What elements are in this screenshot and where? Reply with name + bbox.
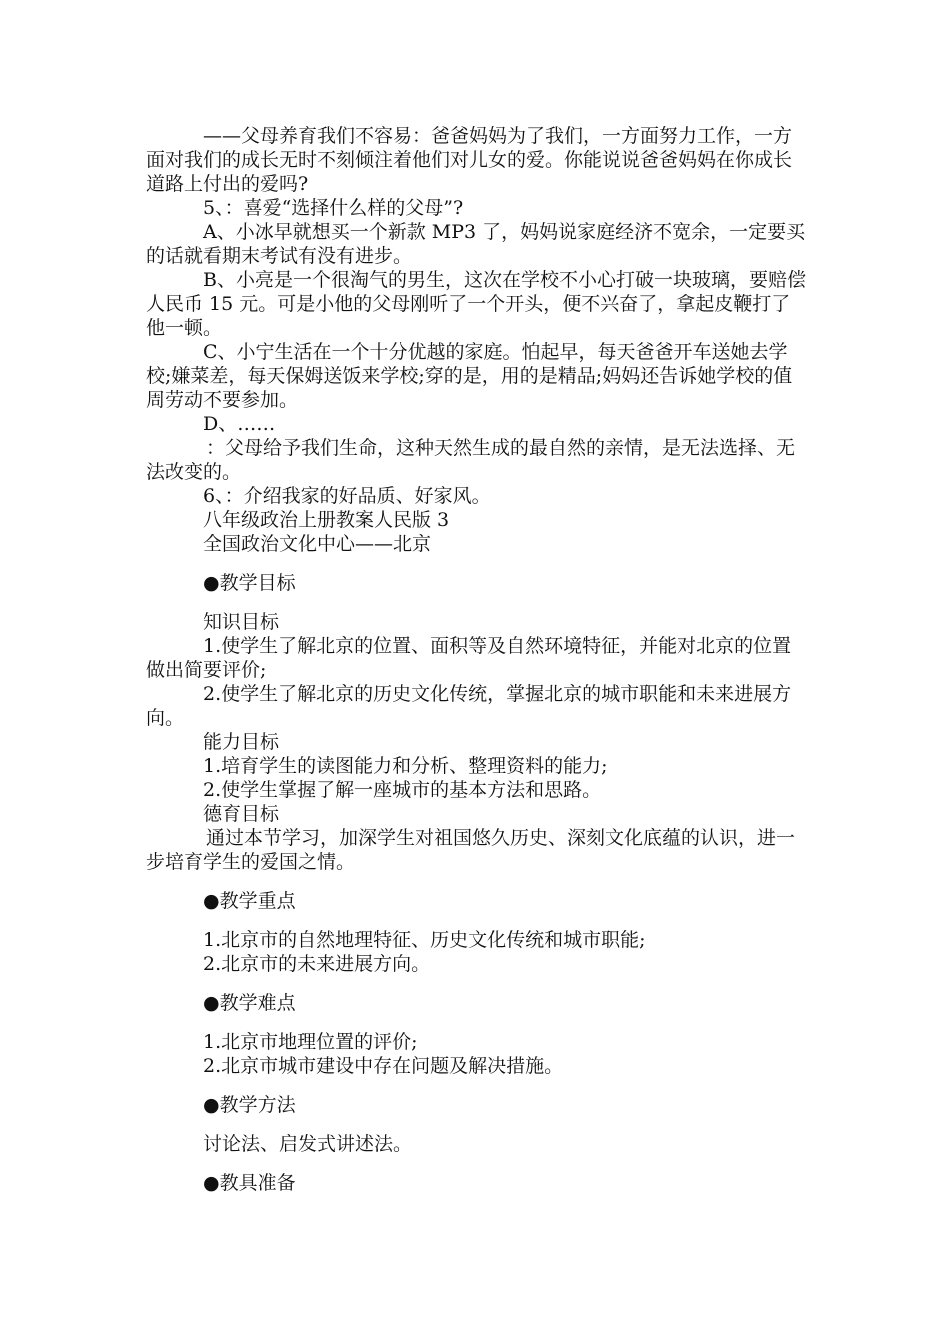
heading-difficulties: ●教学难点 [203,992,296,1014]
difficulty-2: 2.北京市城市建设中存在问题及解决措施。 [203,1055,564,1077]
heading-key-points: ●教学重点 [203,890,296,912]
key-point-2: 2.北京市的未来进展方向。 [203,953,431,975]
paragraph-case-a: A、小冰早就想买一个新款 MP3 了，妈妈说家庭经济不宽余，一定要买的话就看期末考试有没有进步。 [146,221,806,267]
difficulty-1: 1.北京市地理位置的评价; [203,1031,418,1053]
paragraph-conclusion: ：父母给予我们生命，这种天然生成的最自然的亲情，是无法选择、无法改变的。 [146,437,796,483]
knowledge-goal-1: 1.使学生了解北京的位置、面积等及自然环境特征，并能对北京的位置做出简要评价; [146,635,792,681]
paragraph-case-b: B、小亮是一个很淘气的男生，这次在学校不小心打破一块玻璃，要赔偿人民币 15 元。可是小他的父母刚听了一个开头，便不兴奋了，拿起皮鞭打了他一顿。 [146,269,806,339]
paragraph-question-5: 5、：喜爱“选择什么样的父母”? [203,197,464,219]
document-title: 八年级政治上册教案人民版 3 [203,509,450,531]
subheading-ability-goals: 能力目标 [203,731,280,753]
paragraph-question-6: 6、：介绍我家的好品质、好家风。 [203,485,491,507]
paragraph-case-c: C、小宁生活在一个十分优越的家庭。怕起早，每天爸爸开车送她去学校;嫌菜差，每天保姆送饭来学校;穿的是，用的是精品;妈妈还告诉她学校的值周劳动不要参加。 [146,341,793,411]
key-point-1: 1.北京市的自然地理特征、历史文化传统和城市职能; [203,929,646,951]
ability-goal-1: 1.培育学生的读图能力和分析、整理资料的能力; [203,755,608,777]
teaching-method-text: 讨论法、启发式讲述法。 [203,1133,413,1155]
ability-goal-2: 2.使学生掌握了解一座城市的基本方法和思路。 [203,779,602,801]
moral-goal-1: 通过本节学习，加深学生对祖国悠久历史、深刻文化底蕴的认识，进一步培育学生的爱国之情。 [146,827,796,873]
heading-teaching-methods: ●教学方法 [203,1094,296,1116]
lesson-title: 全国政治文化中心——北京 [203,533,432,555]
knowledge-goal-2: 2.使学生了解北京的历史文化传统，掌握北京的城市职能和未来进展方向。 [146,683,792,729]
paragraph-parents-love: ——父母养育我们不容易：爸爸妈妈为了我们，一方面努力工作，一方面对我们的成长无时不刻倾注着他们对儿女的爱。你能说说爸爸妈妈在你成长道路上付出的爱吗? [146,125,793,195]
heading-teaching-goals: ●教学目标 [203,572,296,594]
heading-teaching-tools: ●教具准备 [203,1172,296,1194]
subheading-moral-goals: 德育目标 [203,803,280,825]
paragraph-case-d: D、…… [203,413,276,435]
subheading-knowledge-goals: 知识目标 [203,611,280,633]
document-body [146,124,808,1195]
